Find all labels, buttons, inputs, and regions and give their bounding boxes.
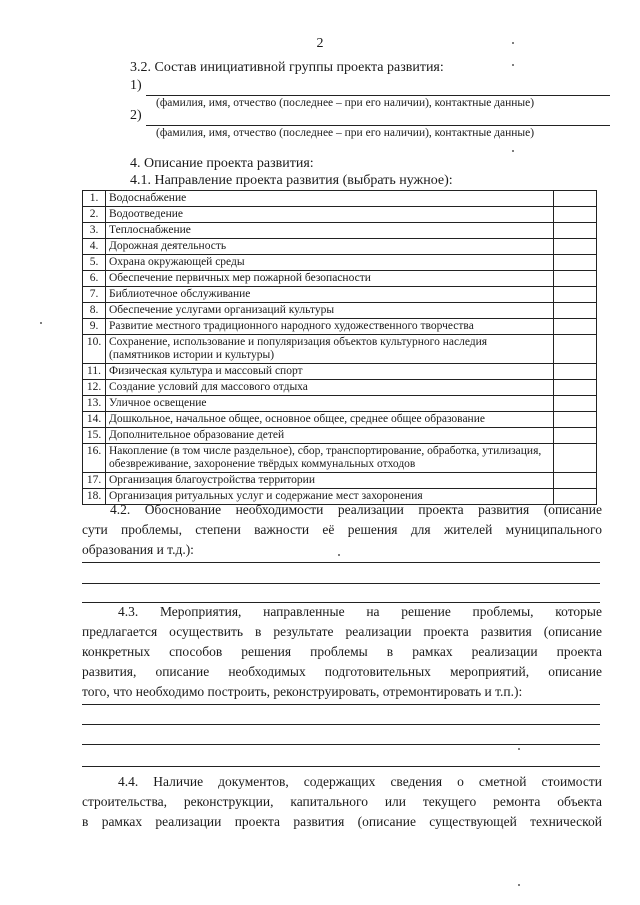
direction-label: Дошкольное, начальное общее, основное общее, среднее общее образование	[106, 412, 554, 428]
direction-select-cell[interactable]	[554, 412, 597, 428]
direction-select-cell[interactable]	[554, 255, 597, 271]
direction-number: 11.	[83, 364, 106, 380]
direction-select-cell[interactable]	[554, 287, 597, 303]
direction-label: Организация благоустройства территории	[106, 473, 554, 489]
scan-speck	[518, 884, 520, 886]
direction-label: Библиотечное обслуживание	[106, 287, 554, 303]
scan-speck	[512, 150, 514, 152]
direction-select-cell[interactable]	[554, 303, 597, 319]
direction-select-cell[interactable]	[554, 364, 597, 380]
direction-row	[83, 380, 597, 396]
direction-number: 14.	[83, 412, 106, 428]
direction-row	[83, 428, 597, 444]
direction-row	[83, 191, 597, 207]
direction-number: 16.	[83, 444, 106, 473]
direction-select-cell[interactable]	[554, 473, 597, 489]
direction-row	[83, 396, 597, 412]
direction-number: 17.	[83, 473, 106, 489]
section-4-3-line: 4.3. Мероприятия, направленные на решение проблемы, которые	[118, 604, 602, 619]
direction-select-cell[interactable]	[554, 380, 597, 396]
direction-row	[83, 287, 597, 303]
direction-row	[83, 207, 597, 223]
member-2-number: 2)	[130, 108, 142, 123]
direction-number: 3.	[83, 223, 106, 239]
direction-number: 4.	[83, 239, 106, 255]
direction-row	[83, 271, 597, 287]
direction-label: Развитие местного традиционного народного художественного творчества	[106, 319, 554, 335]
direction-number: 2.	[83, 207, 106, 223]
direction-select-cell[interactable]	[554, 239, 597, 255]
section-4-2-line: 4.2. Обоснование необходимости реализации проекта развития (описание	[110, 502, 602, 517]
direction-label: Охрана окружающей среды	[106, 255, 554, 271]
member-2-field[interactable]	[146, 125, 610, 126]
direction-row	[83, 255, 597, 271]
direction-row	[83, 319, 597, 335]
direction-number: 7.	[83, 287, 106, 303]
direction-row	[83, 412, 597, 428]
direction-select-cell[interactable]	[554, 444, 597, 473]
direction-row	[83, 335, 597, 364]
scan-speck	[512, 64, 514, 66]
direction-label: Дорожная деятельность	[106, 239, 554, 255]
direction-label: Водоснабжение	[106, 191, 554, 207]
direction-number: 6.	[83, 271, 106, 287]
answer-4-3-line-1[interactable]	[82, 704, 600, 705]
direction-label: Водоотведение	[106, 207, 554, 223]
section-4-3-line: того, что необходимо построить, реконструировать, отремонтировать и т.п.):	[82, 684, 523, 699]
direction-number: 5.	[83, 255, 106, 271]
scan-speck	[40, 322, 42, 324]
direction-row	[83, 364, 597, 380]
scan-speck	[512, 42, 514, 44]
direction-row	[83, 444, 597, 473]
direction-select-cell[interactable]	[554, 191, 597, 207]
direction-select-cell[interactable]	[554, 319, 597, 335]
direction-select-cell[interactable]	[554, 207, 597, 223]
direction-row	[83, 473, 597, 489]
direction-number: 13.	[83, 396, 106, 412]
member-2-caption: (фамилия, имя, отчество (последнее – при его наличии), контактные данные)	[156, 127, 535, 139]
answer-4-3-line-2[interactable]	[82, 724, 600, 725]
section-4-4	[82, 772, 602, 832]
section-3-2-heading: 3.2. Состав инициативной группы проекта развития:	[130, 60, 444, 75]
section-4-2	[82, 500, 602, 560]
direction-row	[83, 239, 597, 255]
section-4-3-line: конкретных способов решения проблемы в рамках реализации проекта	[82, 644, 602, 659]
direction-number: 18.	[83, 489, 106, 505]
answer-4-2-line-2[interactable]	[82, 583, 600, 584]
direction-label: Физическая культура и массовый спорт	[106, 364, 554, 380]
section-4-4-line: в рамках реализации проекта развития (описание существующей технической	[82, 814, 602, 829]
direction-label: Организация ритуальных услуг и содержание мест захоронения	[106, 489, 554, 505]
direction-label: Создание условий для массового отдыха	[106, 380, 554, 396]
direction-label: Накопление (в том числе раздельное), сбор, транспортирование, обработка, утилизация, обезвреживание, захоронение твёрдых коммунальных отходов	[106, 444, 554, 473]
scan-speck	[338, 554, 340, 556]
direction-row	[83, 303, 597, 319]
answer-4-3-line-4[interactable]	[82, 766, 600, 767]
direction-label: Обеспечение услугами организаций культуры	[106, 303, 554, 319]
answer-4-3-line-3[interactable]	[82, 744, 600, 745]
answer-4-2-line-1[interactable]	[82, 562, 600, 563]
direction-label: Уличное освещение	[106, 396, 554, 412]
directions-table	[82, 190, 597, 505]
section-4-heading: 4. Описание проекта развития:	[130, 156, 314, 171]
section-4-3-line: предлагается осуществить в результате реализации проекта развития (описание	[82, 624, 602, 639]
section-4-3-line: развития, описание необходимых подготовительных мероприятий, описание	[82, 664, 602, 679]
section-4-4-line: 4.4. Наличие документов, содержащих сведения о сметной стоимости	[118, 774, 602, 789]
direction-number: 9.	[83, 319, 106, 335]
direction-label: Сохранение, использование и популяризация объектов культурного наследия (памятников истории и культуры)	[106, 335, 554, 364]
direction-select-cell[interactable]	[554, 223, 597, 239]
direction-label: Обеспечение первичных мер пожарной безопасности	[106, 271, 554, 287]
section-4-4-line: строительства, реконструкции, капитального или текущего ремонта объекта	[82, 794, 602, 809]
section-4-3	[82, 602, 602, 702]
direction-select-cell[interactable]	[554, 396, 597, 412]
member-1-number: 1)	[130, 78, 142, 93]
direction-label: Дополнительное образование детей	[106, 428, 554, 444]
direction-number: 12.	[83, 380, 106, 396]
member-1-caption: (фамилия, имя, отчество (последнее – при его наличии), контактные данные)	[156, 97, 535, 109]
direction-number: 10.	[83, 335, 106, 364]
direction-row	[83, 223, 597, 239]
direction-select-cell[interactable]	[554, 271, 597, 287]
section-4-1-heading: 4.1. Направление проекта развития (выбрать нужное):	[130, 173, 453, 188]
direction-number: 15.	[83, 428, 106, 444]
direction-select-cell[interactable]	[554, 335, 597, 364]
section-4-2-line: сути проблемы, степени важности её решения для жителей муниципального	[82, 522, 602, 537]
direction-number: 8.	[83, 303, 106, 319]
page-number: 2	[316, 36, 324, 51]
member-1-field[interactable]	[146, 95, 610, 96]
section-4-2-line: образования и т.д.):	[82, 542, 194, 557]
scan-speck	[518, 748, 520, 750]
direction-select-cell[interactable]	[554, 428, 597, 444]
direction-label: Теплоснабжение	[106, 223, 554, 239]
direction-number: 1.	[83, 191, 106, 207]
